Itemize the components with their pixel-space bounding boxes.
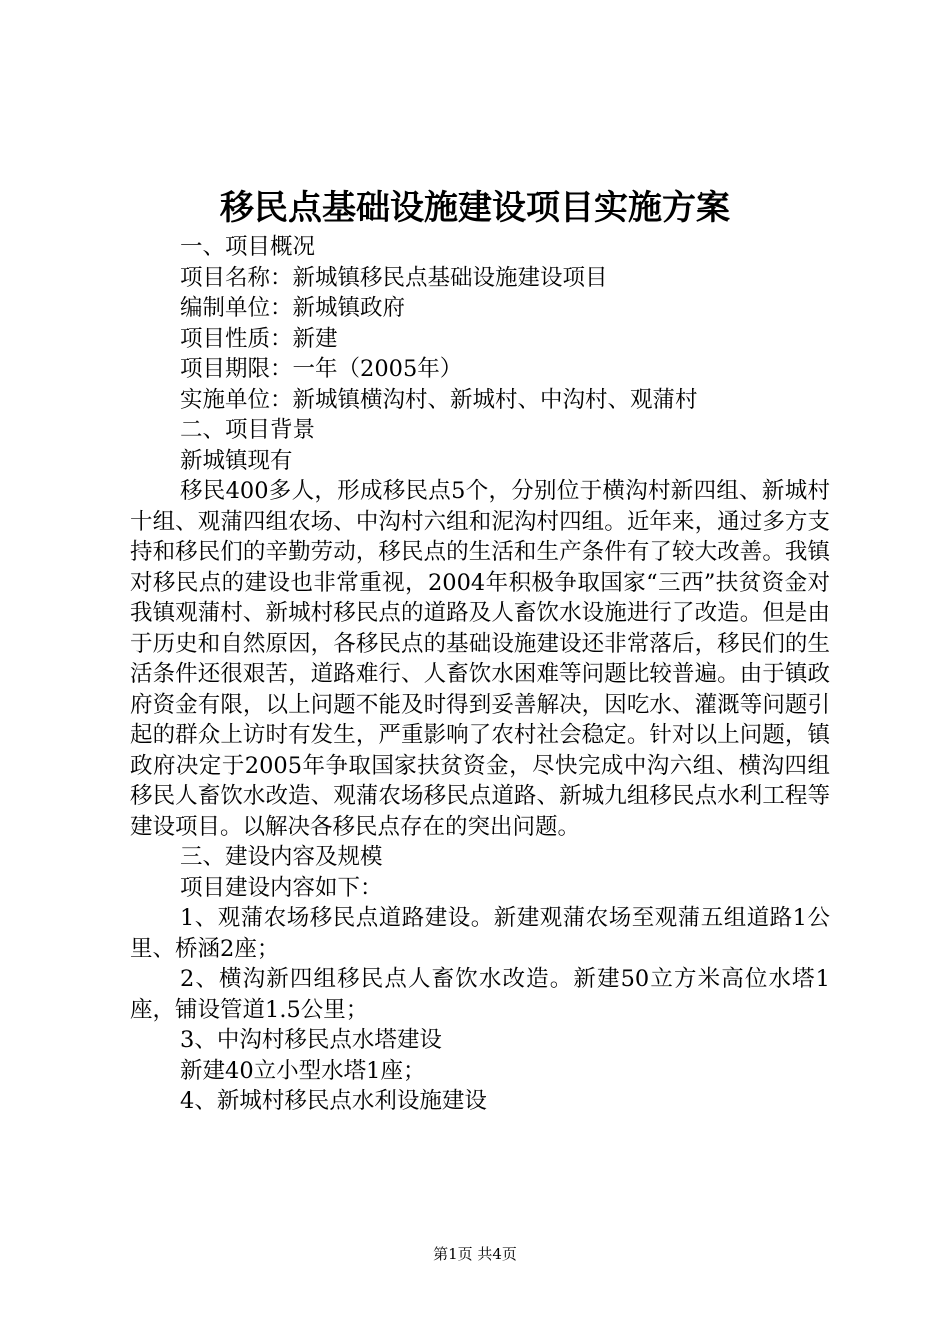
compiler-line: 编制单位：新城镇政府	[180, 295, 406, 321]
project-name-line: 项目名称：新城镇移民点基础设施建设项目	[180, 264, 608, 291]
section-heading-overview: 一、项目概况	[180, 234, 316, 260]
project-period-line: 项目期限：一年（2005年）	[180, 356, 463, 382]
content-item-1: 1、观蒲农场移民点道路建设。新建观蒲农场至观蒲五组道路1公里、桥涵2座；	[130, 905, 830, 962]
content-item-2: 2、横沟新四组移民点人畜饮水改造。新建50立方米高位水塔1座，铺设管道1.5公里；	[130, 966, 830, 1023]
background-intro-line: 新城镇现有	[180, 447, 293, 474]
content-item-4-heading: 4、新城村移民点水利设施建设	[180, 1088, 487, 1114]
content-item-3-heading: 3、中沟村移民点水塔建设	[180, 1027, 442, 1053]
implementer-line: 实施单位：新城镇横沟村、新城村、中沟村、观蒲村	[180, 386, 698, 413]
project-nature-line: 项目性质：新建	[180, 325, 338, 352]
page-footer: 第1页 共4页	[433, 1245, 517, 1263]
content-item-3-detail: 新建40立小型水塔1座；	[180, 1057, 426, 1084]
document-title: 移民点基础设施建设项目实施方案	[220, 188, 730, 228]
section-heading-background: 二、项目背景	[180, 417, 316, 443]
background-paragraph: 移民400多人，形成移民点5个，分别位于横沟村新四组、新城村十组、观蒲四组农场、中沟村六组和泥沟村四组。近年来，通过多方支持和移民们的辛勤劳动，移民点的生活和生产条件有了较大改善。我镇对移民点的建设也非常重视，2004年积极争取国家“三西”扶贫资金对我镇观蒲村、新城村移民点的道路及人畜饮水设施进行了改造。但是由于历史和自然原因，各移民点的基础设施建设还非常落后，移民们的生活条件还很艰苦，道路难行、人畜饮水困难等问题比较普遍。由于镇政府资金有限，以上问题不能及时得到妥善解决，因吃水、灌溉等问题引起的群众上访时有发生，严重影响了农村社会稳定。针对以上问题，镇政府决定于2005年争取国家扶贫资金，尽快完成中沟六组、横沟四组移民人畜饮水改造、观蒲农场移民点道路、新城九组移民点水利工程等建设项目。以解决各移民点存在的突出问题。	[130, 478, 830, 840]
document-body	[130, 232, 830, 1117]
content-intro-line: 项目建设内容如下：	[180, 874, 383, 901]
section-heading-content: 三、建设内容及规模	[180, 844, 383, 870]
